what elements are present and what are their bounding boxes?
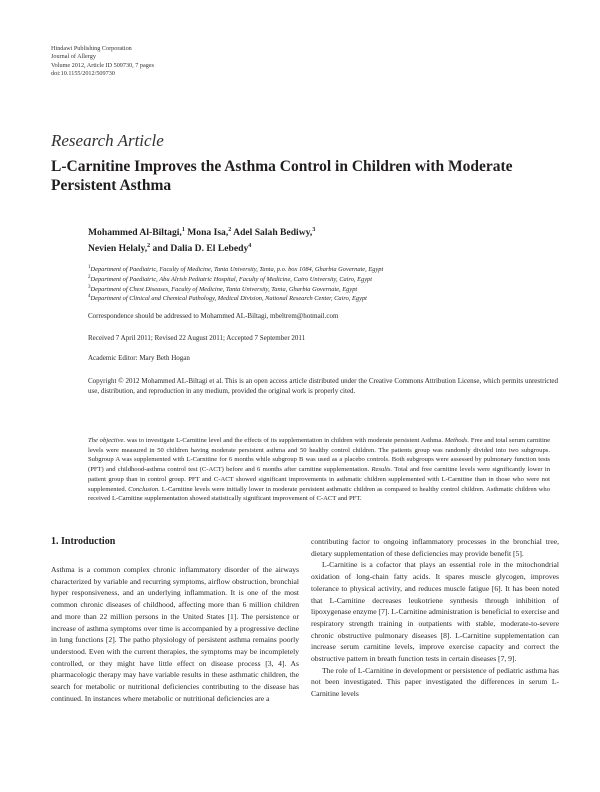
body-paragraph: Asthma is a common complex chronic inflammatory disorder of the airways characterized by variable and recurring symptoms, airflow obstruction, bronchial hyper responsiveness, and an underlying inflammation. It is one of the most common chronic diseases of childhood, affecting more than 6 million children and more than 22 million persons in the United States [1]. The persistence or increase of asthma symptoms over time is accompanied by a progressive decline in lung functions [2]. The patho physiology of persistent asthma remains poorly understood. Even with the current therapies, the symptoms may be incompletely controlled, or they might have little effect on disease process [3, 4]. As pharmacologic therapy may have variable results in these asthmatic children, the search for metabolic or nutritional deficiencies contributing to the disease has continued. In instances where metabolic or nutritional deficiencies are a (51, 565, 299, 703)
affiliation-number: 3 (88, 284, 91, 290)
section-heading: 1. Introduction (51, 536, 116, 547)
body-column-left (51, 536, 299, 704)
abstract-objective-label: The objective. (88, 437, 126, 444)
abstract-results-text: Total and free carnitine levels were significantly lower in patient group than in control group. PFT and C-ACT showed significant improvements in asthmatic children supplemented with L-Carnitine than in those who were not supplemented. (88, 466, 550, 493)
abstract-results-label: Results. (369, 466, 393, 474)
abstract-methods-text: Free and total serum carnitine levels were measured in 50 children having moderate persistent asthma and 50 healthy control children. The patients group was randomly divided into two subgroups. Subgroup A was supplemented with L-Carnitine for 6 months while subgroup B was used as a placebo controls. Both subgroups were assessed by pulmonary function tests (PFT) and childhood-asthma control test (C-ACT) before and 6 months after carnitine supplementation. (88, 437, 550, 474)
author-list (88, 225, 548, 257)
affiliation-marker: 1 (181, 227, 185, 233)
affiliation-item (88, 294, 558, 304)
correspondence: Correspondence should be addressed to Mohammed AL-Biltagi, mbeltrem@hotmail.com (88, 312, 339, 320)
affiliation-number: 2 (88, 274, 91, 280)
academic-editor: Academic Editor: Mary Beth Hogan (88, 354, 190, 362)
affiliation-text: Department of Paediatric, Faculty of Medicine, Tanta University, Tanta, p.o. box 1084, Gharbia Governate, Egypt (90, 266, 384, 273)
volume-info: Volume 2012, Article ID 509730, 7 pages (51, 61, 154, 69)
affiliation-item (88, 265, 558, 275)
body-paragraph: The role of L-Carnitine in development or persistence of pediatric asthma has not been investigated. This paper investigated the differences in serum L-Carnitine levels (311, 665, 559, 699)
affiliation-list (88, 265, 558, 304)
affiliation-marker: 3 (312, 227, 316, 233)
copyright-notice: Copyright © 2012 Mohammed AL-Biltagi et al. This is an open access article distributed under the Creative Commons Attribution License, which permits unrestricted use, distribution, and reproduction in any medium, provided the original work is properly cited. (88, 377, 558, 396)
affiliation-text: Department of Chest Diseases, Faculty of Medicine, Tanta University, Tanta, Gharbia Governate, Egypt (90, 285, 358, 293)
abstract-conclusion-label: Conclusion. (126, 485, 160, 493)
body-paragraph: contributing factor to ongoing inflammatory processes in the bronchial tree, dietary supplementation of these deficiencies may provide benefit [5]. (311, 537, 559, 558)
author-name: and Dalia D. El Lebedy (150, 243, 249, 254)
author-name: Adel Salah Bediwy, (231, 227, 313, 238)
author-name: Mona Isa, (184, 227, 229, 238)
affiliation-marker: 4 (248, 243, 252, 249)
affiliation-marker: 2 (228, 227, 232, 233)
affiliation-item (88, 285, 558, 295)
doi: doi:10.1155/2012/509730 (51, 70, 115, 78)
author-name: Nevien Helaly, (88, 243, 148, 254)
article-dates: Received 7 April 2011; Revised 22 August 2011; Accepted 7 September 2011 (88, 334, 306, 342)
body-paragraph: L-Carnitine is a cofactor that plays an essential role in the mitochondrial oxidation of long-chain fatty acids. It spares muscle glycogen, improves tolerance to physical activity, and reduces muscle fatigue [6]. It has been noted that L-Carnitine decreases leukotriene synthesis through inhibition of lipoxygenase enzyme [7]. L-Carnitine administration is beneficial to exercise and respiratory strength training in outpatients with stable, moderate-to-severe chronic obstructive pulmonary diseases [8]. L-Carnitine supplementation can increase serum carnitine levels, improve exercise capacity and correct the obstructive pattern in breath function tests in certain diseases [7, 9]. (311, 560, 559, 664)
affiliation-text: Department of Paediatric, Abu Alrish Pediatric Hospital, Faculty of Medicine, Cairo University, Cairo, Egypt (90, 275, 373, 283)
publisher-name: Hindawi Publishing Corporation (51, 45, 132, 52)
affiliation-number: 1 (88, 265, 91, 270)
body-column-right (311, 536, 559, 700)
article-type: Research Article (51, 131, 164, 150)
affiliation-marker: 2 (147, 243, 151, 249)
affiliation-item (88, 275, 558, 285)
journal-header (51, 45, 154, 79)
journal-name: Journal of Allergy (51, 53, 96, 61)
affiliation-number: 4 (88, 294, 91, 300)
author-name: Mohammed Al-Biltagi, (88, 227, 182, 238)
abstract-conclusion-text: L-Carnitine levels were initially lower in moderate persistent asthmatic children as compared to healthy control children. Asthmatic children who received L-Carnitine supplementation showed statistically significant improvement of C-ACT and PFT. (88, 485, 550, 503)
abstract-objective-text: was to investigate L-Carnitine level and the effects of its supplementation in children with moderate persistent Asthma. (125, 437, 443, 444)
article-title: L-Carnitine Improves the Asthma Control in Children with Moderate Persistent Asthma (51, 158, 513, 194)
affiliation-text: Department of Clinical and Chemical Pathology, Medical Division, National Research Center, Cairo, Egypt (90, 295, 367, 303)
abstract-methods-label: Methods. (442, 437, 470, 444)
abstract (88, 436, 550, 504)
